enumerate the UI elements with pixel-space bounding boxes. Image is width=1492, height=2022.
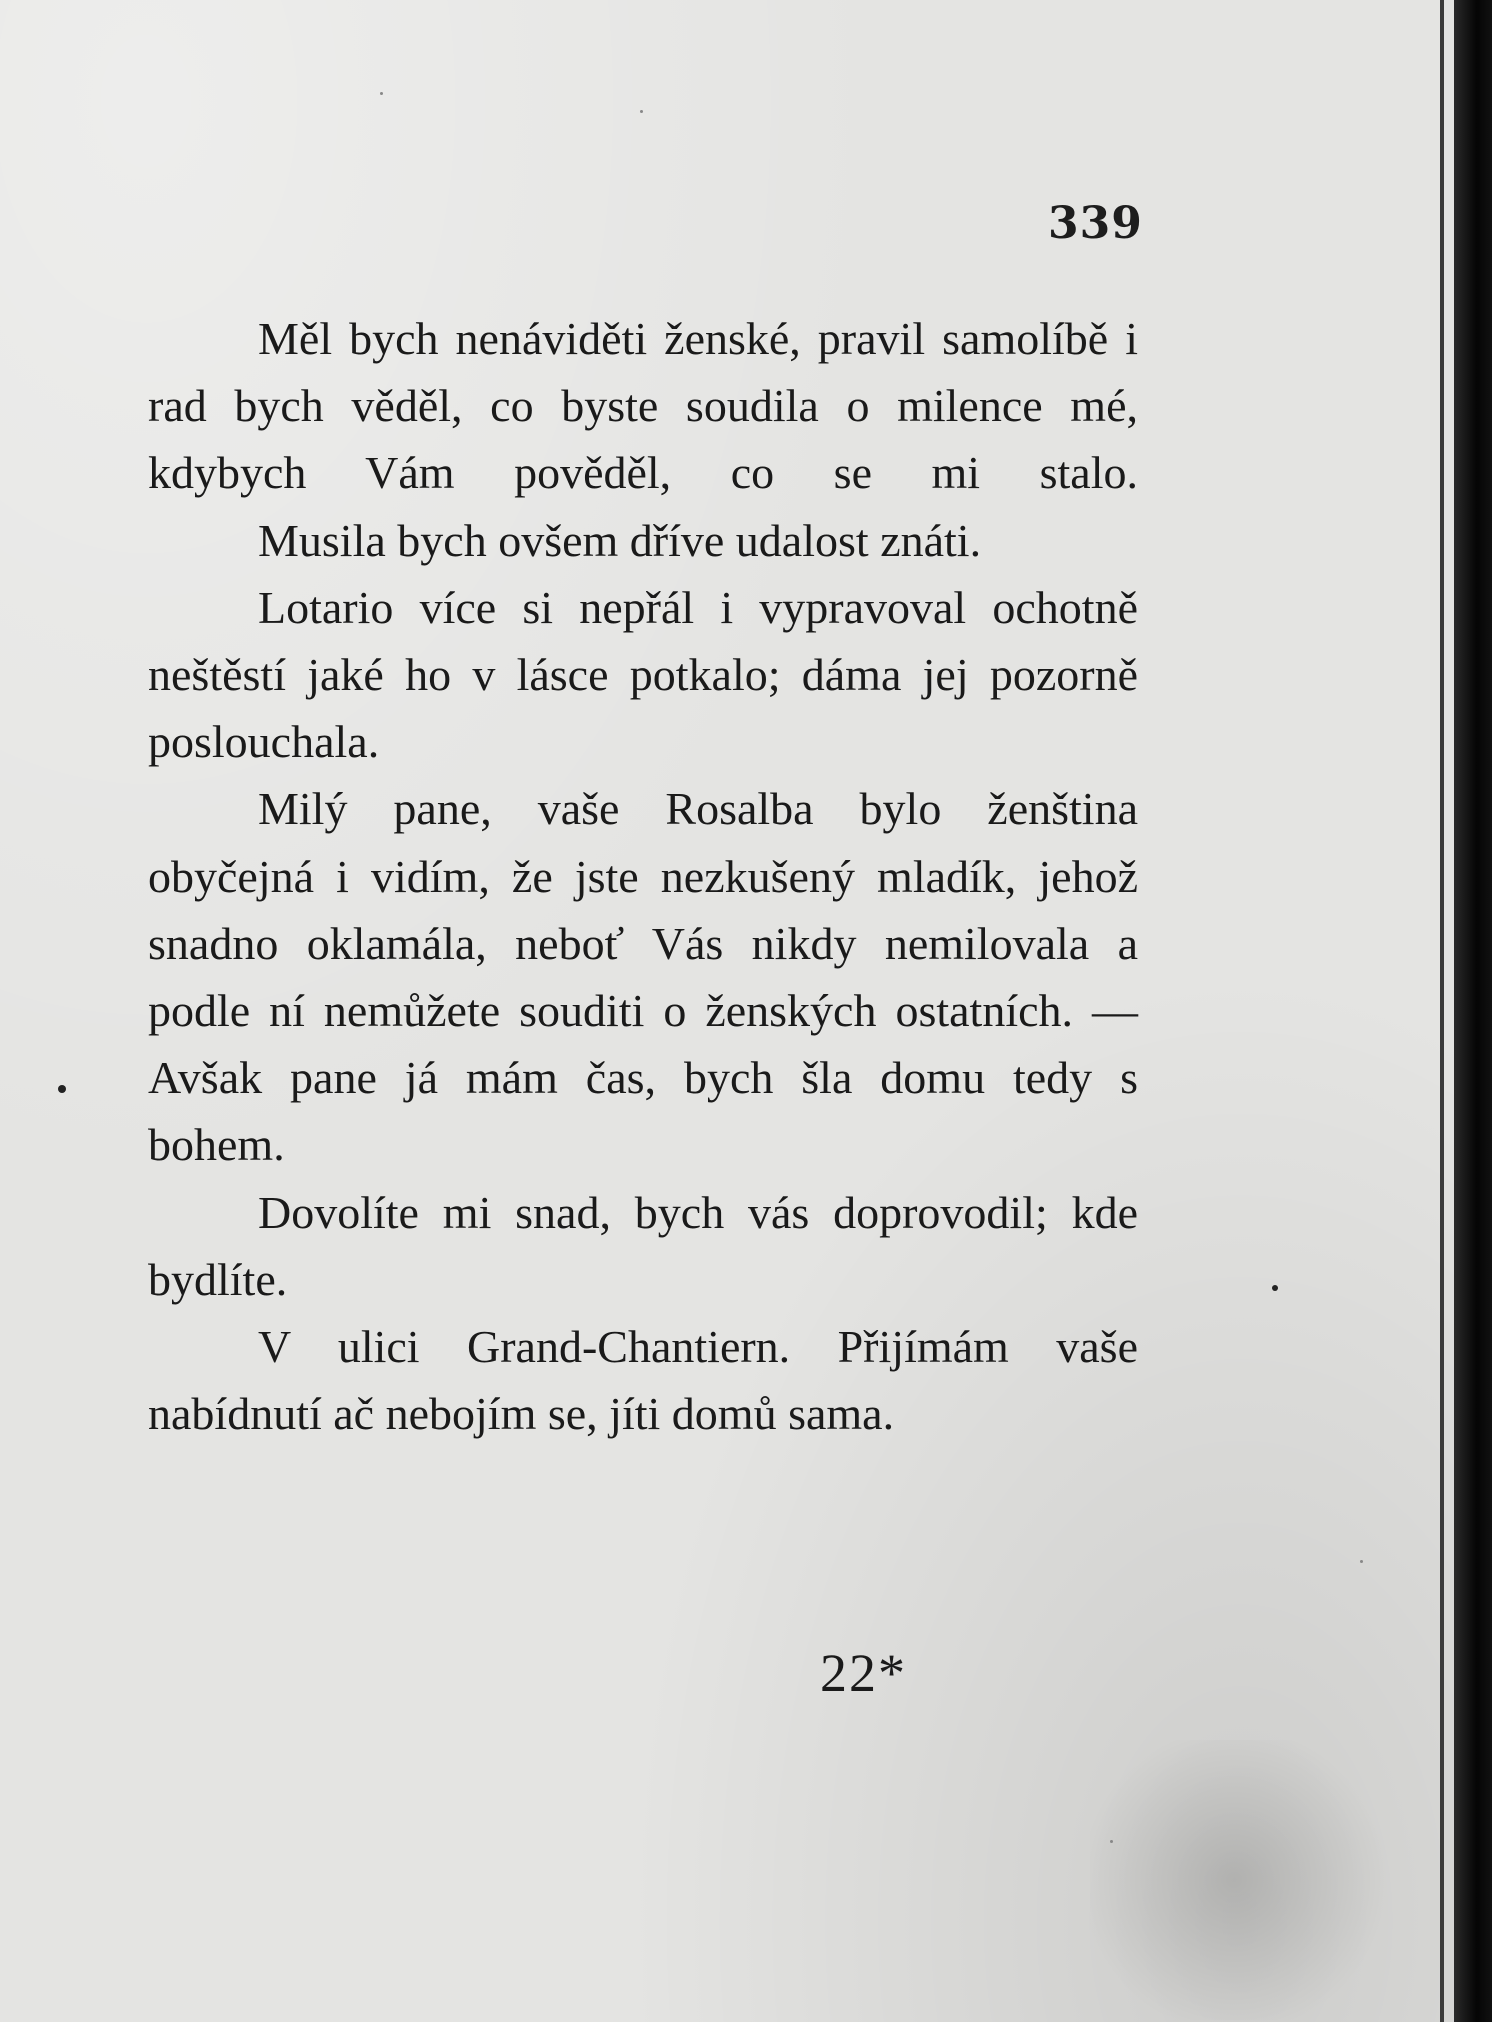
dust-speck: [1110, 1840, 1113, 1843]
paragraph: Milý pane, vaše Rosalba bylo ženština obyčejná i vidím, že jste nezkušený mladík, jehož snadno oklamála, neboť Vás nikdy nemilovala a podle ní nemůžete souditi o ženských ostatních. — Avšak pane já mám čas, bych šla domu tedy s bohem.: [148, 783, 1138, 1171]
dust-speck: [380, 92, 383, 95]
dust-speck: [640, 110, 643, 113]
ink-spot: [58, 1085, 66, 1093]
paragraph: Dovolíte mi snad, bych vás doprovodil; kde bydlíte.: [148, 1186, 1138, 1305]
page-edge: [1440, 0, 1444, 2022]
paragraph: V ulici Grand-Chantiern. Přijímám vaše nabídnutí ač nebojím se, jíti domů sama.: [148, 1321, 1138, 1440]
page-number: 339: [1048, 198, 1143, 249]
paragraph: Měl bych nenáviděti ženské, pravil samolíbě i rad bych věděl, co byste soudila o milence mé, kdybych Vám pověděl, co se mi stalo.: [148, 313, 1138, 499]
printer-signature: 22*: [820, 1643, 907, 1703]
book-gutter: [1454, 0, 1492, 2022]
scan-shadow: [1090, 1740, 1450, 2020]
paragraph: Lotario více si nepřál i vypravoval ochotně neštěstí jaké ho v lásce potkalo; dáma jej pozorně poslouchala.: [148, 581, 1138, 768]
ink-spot: [1272, 1285, 1278, 1291]
dust-speck: [1360, 1560, 1363, 1563]
paragraph: Musila bych ovšem dříve udalost znáti.: [258, 514, 982, 566]
body-text: [148, 305, 1138, 1447]
